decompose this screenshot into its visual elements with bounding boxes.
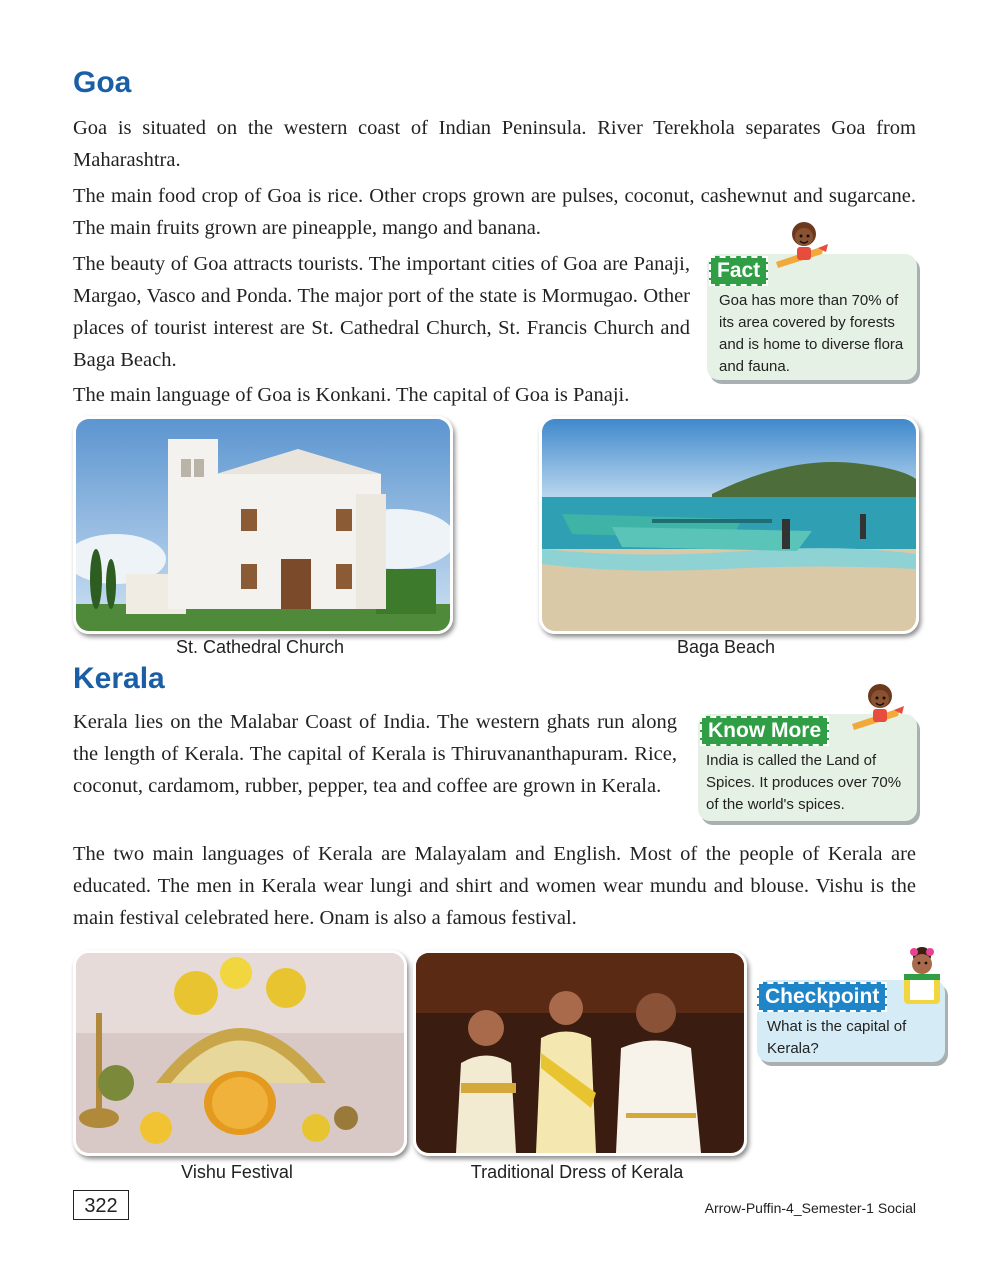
kerala-paragraph-2: The two main languages of Kerala are Malayalam and English. Most of the people of Kerala are educated. The men in Kerala wear lungi and shirt and women wear mundu and blouse. Vishu is the main festival celebrated here. Onam is also a famous festival. xyxy=(73,843,916,929)
caption-cathedral: St. Cathedral Church xyxy=(175,637,345,657)
checkpoint-text: What is the capital of Kerala? xyxy=(767,1018,907,1057)
goa-paragraph-2: The main food crop of Goa is rice. Other crops grown are pulses, coconut, cashewnut and sugarcane. The main fruits grown are pineapple, mango and banana. xyxy=(73,185,916,239)
page-number: 322 xyxy=(73,1190,129,1220)
goa-paragraph-4: The main language of Goa is Konkani. The capital of Goa is Panaji. xyxy=(73,384,630,406)
caption-baga-beach: Baga Beach xyxy=(676,637,776,657)
goa-paragraph-3: The beauty of Goa attracts tourists. The important cities of Goa are Panaji, Margao, Vasco and Ponda. The major port of the state is Mormugao. Other places of tourist interest are St. Cathedral Church, St. Francis Church and Baga Beach. xyxy=(73,253,690,371)
caption-vishu-festival: Vishu Festival xyxy=(181,1162,293,1182)
girl-mascot-icon xyxy=(900,944,944,1006)
goa-heading: Goa xyxy=(73,66,132,99)
boy-mascot-icon xyxy=(770,218,830,276)
kerala-heading: Kerala xyxy=(73,662,165,695)
know-more-title: Know More xyxy=(700,716,829,746)
photo-vishu-festival xyxy=(73,950,407,1156)
checkpoint-title: Checkpoint xyxy=(757,982,887,1012)
photo-traditional-dress xyxy=(413,950,747,1156)
book-footer: Arrow-Puffin-4_Semester-1 Social xyxy=(704,1200,916,1216)
boy-mascot-icon xyxy=(846,680,906,738)
kerala-paragraph-1: Kerala lies on the Malabar Coast of India. The western ghats run along the length of Kerala. The capital of Kerala is Thiruvananthapuram. Rice, coconut, cardamom, rubber, pepper, tea and coffee are grown in Kerala. xyxy=(73,711,677,797)
know-more-text: India is called the Land of Spices. It produces over 70% of the world's spices. xyxy=(706,752,902,813)
caption-traditional-dress: Traditional Dress of Kerala xyxy=(470,1162,684,1182)
photo-baga-beach xyxy=(539,416,919,634)
fact-title: Fact xyxy=(709,256,768,286)
goa-paragraph-1: Goa is situated on the western coast of Indian Peninsula. River Terekhola separates Goa from Maharashtra. xyxy=(73,117,916,171)
photo-cathedral xyxy=(73,416,453,634)
fact-text: Goa has more than 70% of its area covered by forests and is home to diverse flora and fauna. xyxy=(719,292,904,375)
